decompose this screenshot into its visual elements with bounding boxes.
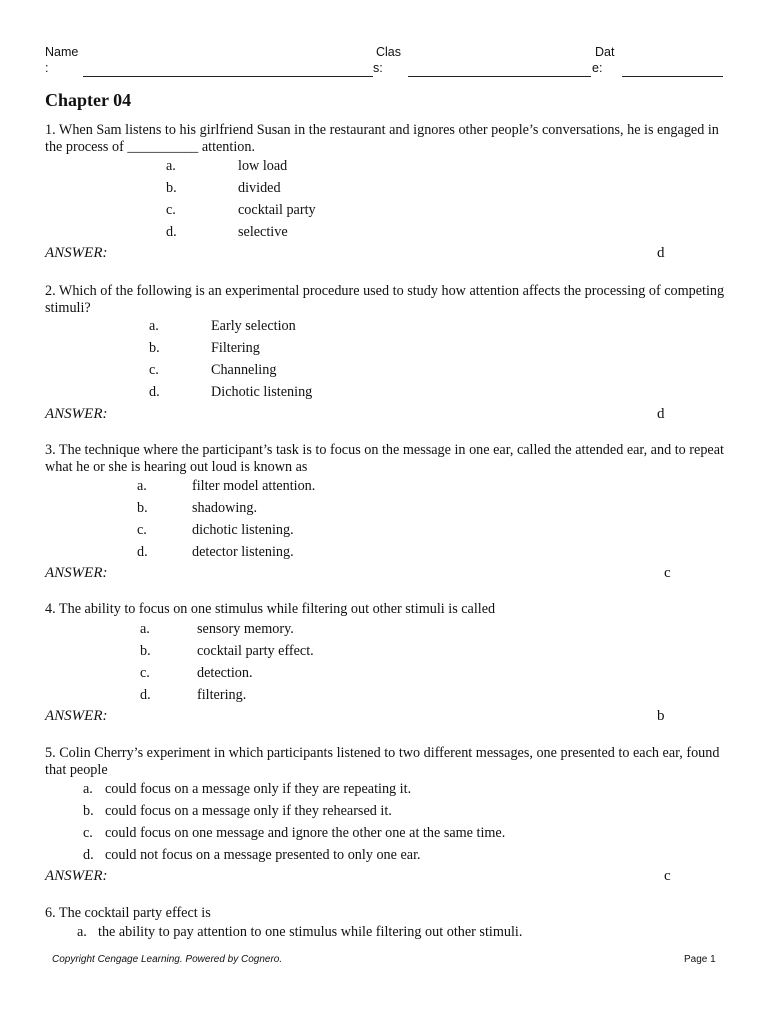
option-text: sensory memory. [197,621,294,637]
option-letter: a. [137,478,147,494]
option-text: dichotic listening. [192,522,294,538]
answer-value: c [664,868,671,884]
copyright-notice: Copyright Cengage Learning. Powered by Cognero. [52,954,283,965]
question-1: 1. When Sam listens to his girlfriend Susan in the restaurant and ignores other people’s conversations, he is engaged in the process of __________ attention. [45,122,719,155]
option-letter: d. [149,384,160,400]
option-text: filtering. [197,687,247,703]
answer-label: ANSWER: [45,406,108,422]
option-text: detection. [197,665,253,681]
date-field[interactable] [622,76,723,77]
option-letter: b. [137,500,148,516]
question-6: 6. The cocktail party effect is [45,905,211,921]
option-text: could focus on a message only if they are repeating it. [105,781,412,797]
option-letter: d. [137,544,148,560]
option-text: Filtering [211,340,260,356]
class-field[interactable] [408,76,591,77]
option-letter: d. [166,224,177,240]
answer-label: ANSWER: [45,708,108,724]
option-letter: c. [140,665,150,681]
option-text: filter model attention. [192,478,316,494]
option-text: selective [238,224,288,240]
option-text: Early selection [211,318,296,334]
option-letter: c. [166,202,176,218]
answer-value: d [657,406,665,422]
option-letter: c. [83,825,93,841]
option-text: shadowing. [192,500,258,516]
page-number: Page 1 [684,954,716,965]
option-letter: a. [149,318,159,334]
question-2: 2. Which of the following is an experimental procedure used to study how attention affects the processing of competing stimuli? [45,283,725,316]
answer-value: c [664,565,671,581]
answer-label: ANSWER: [45,245,108,261]
question-3: 3. The technique where the participant’s task is to focus on the message in one ear, called the attended ear, and to repeat what he or she is hearing out loud is known as [45,442,724,475]
answer-label: ANSWER: [45,868,108,884]
option-text: could focus on a message only if they rehearsed it. [105,803,392,819]
date-label: Dat [595,45,615,59]
option-letter: a. [83,781,93,797]
question-4: 4. The ability to focus on one stimulus while filtering out other stimuli is called [45,601,496,617]
option-text: cocktail party [238,202,316,218]
option-letter: c. [137,522,147,538]
answer-label: ANSWER: [45,565,108,581]
option-text: could not focus on a message presented to only one ear. [105,847,421,863]
option-text: low load [238,158,288,174]
question-5: 5. Colin Cherry’s experiment in which participants listened to two different messages, one presented to each ear, found that people [45,745,720,778]
class-label: Clas [376,45,402,59]
answer-value: b [657,708,665,724]
class-label-suffix: s: [373,61,383,75]
option-text: Channeling [211,362,277,378]
option-letter: a. [166,158,176,174]
date-label-suffix: e: [592,61,603,75]
name-field[interactable] [83,76,373,77]
option-letter: b. [140,643,151,659]
option-letter: b. [166,180,177,196]
page-title: Chapter 04 [45,90,132,110]
option-letter: d. [83,847,94,863]
option-text: divided [238,180,281,196]
option-letter: d. [140,687,151,703]
answer-value: d [657,245,665,261]
option-text: detector listening. [192,544,294,560]
option-letter: b. [149,340,160,356]
option-letter: c. [149,362,159,378]
option-letter: a. [77,924,87,940]
option-text: cocktail party effect. [197,643,314,659]
option-letter: a. [140,621,150,637]
name-label: Name [45,45,79,59]
option-text: could focus on one message and ignore the other one at the same time. [105,825,506,841]
name-label-colon: : [45,61,49,75]
option-text: the ability to pay attention to one stimulus while filtering out other stimuli. [98,924,523,940]
option-letter: b. [83,803,94,819]
option-text: Dichotic listening [211,384,313,400]
